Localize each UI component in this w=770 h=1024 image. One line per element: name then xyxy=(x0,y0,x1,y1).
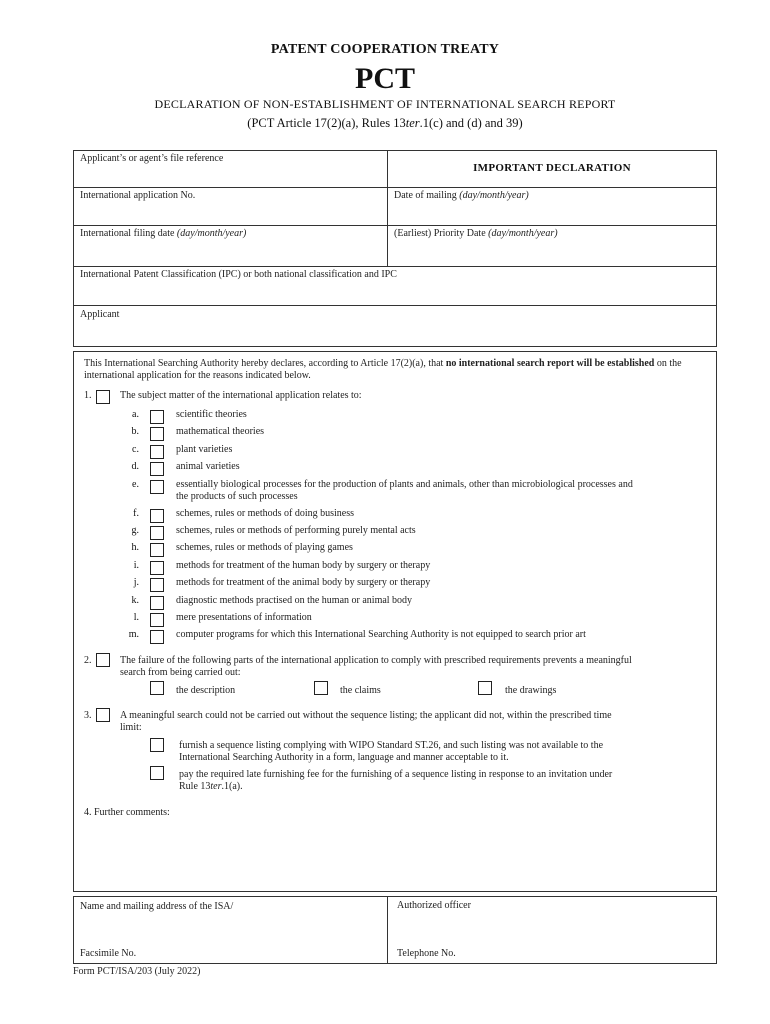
mailing-date-label: Date of mailing (day/month/year) xyxy=(394,190,529,201)
claims-label: the claims xyxy=(340,685,381,696)
telephone-label: Telephone No. xyxy=(397,948,456,959)
applicant-label: Applicant xyxy=(80,309,120,320)
item-1-text: The subject matter of the international application relates to: xyxy=(120,390,362,401)
subject-item-letter: k. xyxy=(131,594,139,606)
subject-item-checkbox[interactable] xyxy=(150,596,164,610)
subject-item-checkbox[interactable] xyxy=(150,543,164,557)
item-3-number: 3. xyxy=(84,710,92,721)
form-footer: Form PCT/ISA/203 (July 2022) xyxy=(73,966,201,977)
drawings-label: the drawings xyxy=(505,685,557,696)
subject-item-letter: l. xyxy=(133,612,139,623)
subject-item-checkbox[interactable] xyxy=(150,526,164,540)
subject-item-letter: a. xyxy=(132,409,139,420)
subject-item-text-continued: the products of such processes xyxy=(176,490,298,502)
item-2-line1: The failure of the following parts of the international application to comply with prescribed requirements prevents a meaningful xyxy=(120,655,632,666)
important-declaration-label: IMPORTANT DECLARATION xyxy=(473,162,631,174)
subject-item-text: methods for treatment of the human body by surgery or therapy xyxy=(176,559,431,571)
subject-item-checkbox[interactable] xyxy=(150,561,164,575)
subject-item-checkbox[interactable] xyxy=(150,462,164,476)
subject-item-letter: g. xyxy=(131,525,139,536)
subject-item-checkbox[interactable] xyxy=(150,410,164,424)
subject-item-text: essentially biological processes for the production of plants and animals, other than microbiological processes and xyxy=(176,478,633,490)
subject-item-text: schemes, rules or methods of playing games xyxy=(176,542,353,554)
description-checkbox[interactable] xyxy=(150,681,164,695)
subject-item-text: animal varieties xyxy=(176,461,240,473)
item-1-checkbox[interactable] xyxy=(96,390,110,404)
subject-item-text: schemes, rules or methods of doing business xyxy=(176,507,355,519)
subject-item-checkbox[interactable] xyxy=(150,630,164,644)
item-2-number: 2. xyxy=(84,655,92,666)
subject-item-letter: h. xyxy=(131,542,139,554)
subject-item-text: scientific theories xyxy=(176,409,247,420)
description-label: the description xyxy=(176,685,236,696)
subject-item-letter: d. xyxy=(131,461,139,473)
authorized-officer-label: Authorized officer xyxy=(397,900,471,911)
ipc-label: International Patent Classification (IPC) or both national classification and IPC xyxy=(80,269,397,280)
subject-item-text: mathematical theories xyxy=(176,426,265,438)
subject-item-checkbox[interactable] xyxy=(150,480,164,494)
subject-item-checkbox[interactable] xyxy=(150,613,164,627)
treaty-heading: PATENT COOPERATION TREATY xyxy=(270,42,500,57)
subject-item-text: plant varieties xyxy=(176,443,233,455)
subject-item-checkbox[interactable] xyxy=(150,509,164,523)
item-3-line2: limit: xyxy=(120,722,142,733)
drawings-checkbox[interactable] xyxy=(478,681,492,695)
file-reference-label: Applicant’s or agent’s file reference xyxy=(80,153,224,164)
claims-checkbox[interactable] xyxy=(314,681,328,695)
subject-item-text: diagnostic methods practised on the human or animal body xyxy=(176,594,413,606)
top-form-box xyxy=(73,150,717,347)
subject-item-checkbox[interactable] xyxy=(150,578,164,592)
sequence-listing-line2: International Searching Authority in a form, language and manner acceptable to it. xyxy=(179,752,509,763)
sequence-listing-checkbox[interactable] xyxy=(150,738,164,752)
facsimile-label: Facsimile No. xyxy=(80,948,137,959)
item-3-line1: A meaningful search could not be carried out without the sequence listing; the applicant did not, within the prescribed time xyxy=(120,710,612,721)
item-2-line2: search from being carried out: xyxy=(120,667,241,678)
isa-address-label: Name and mailing address of the ISA/ xyxy=(80,901,234,912)
item-3-checkbox[interactable] xyxy=(96,708,110,722)
subject-item-letter: j. xyxy=(133,577,139,589)
subject-item-letter: i. xyxy=(133,559,139,571)
document-title: DECLARATION OF NON-ESTABLISHMENT OF INTERNATIONAL SEARCH REPORT xyxy=(154,97,616,111)
application-number-label: International application No. xyxy=(80,190,196,201)
subject-item-checkbox[interactable] xyxy=(150,445,164,459)
subject-item-letter: b. xyxy=(131,426,139,438)
late-fee-line1: pay the required late furnishing fee for the furnishing of a sequence listing in response to an invitation under xyxy=(179,769,613,780)
priority-date-label: (Earliest) Priority Date (day/month/year) xyxy=(394,228,558,239)
subject-item-letter: c. xyxy=(132,443,139,455)
sequence-listing-line1: furnish a sequence listing complying with WIPO Standard ST.26, and such listing was not available to the xyxy=(179,740,604,751)
subject-item-text: methods for treatment of the animal body by surgery or therapy xyxy=(176,577,431,589)
subject-item-text: computer programs for which this International Searching Authority is not equipped to search prior art xyxy=(176,629,586,641)
subject-item-letter: f. xyxy=(133,507,139,519)
pct-heading: PCT xyxy=(355,62,415,95)
subject-item-checkbox[interactable] xyxy=(150,427,164,441)
articles-reference: (PCT Article 17(2)(a), Rules 13ter.1(c) and (d) and 39) xyxy=(247,116,523,130)
subject-item-letter: m. xyxy=(128,629,139,641)
item-2-checkbox[interactable] xyxy=(96,653,110,667)
item-1-number: 1. xyxy=(84,390,92,401)
further-comments-label: 4. Further comments: xyxy=(84,807,170,818)
subject-item-text: schemes, rules or methods of performing purely mental acts xyxy=(176,525,416,536)
late-fee-line2: Rule 13ter.1(a). xyxy=(179,781,243,792)
late-fee-checkbox[interactable] xyxy=(150,766,164,780)
subject-item-text: mere presentations of information xyxy=(176,612,312,623)
declaration-intro: This International Searching Authority hereby declares, according to Article 17(2)(a), that no international search report will be established on the international application for the reasons indicated below. xyxy=(84,358,682,381)
subject-item-letter: e. xyxy=(132,478,139,490)
filing-date-label: International filing date (day/month/year) xyxy=(80,228,247,239)
